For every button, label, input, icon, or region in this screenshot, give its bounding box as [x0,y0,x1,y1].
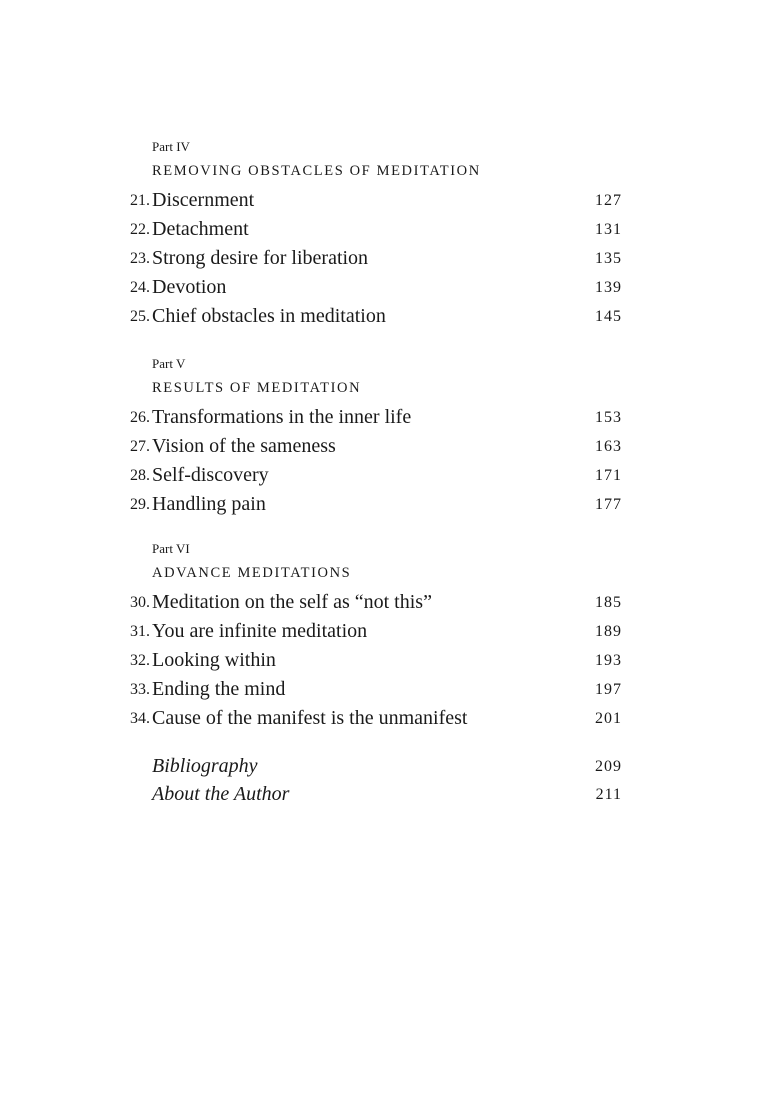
toc-entry[interactable] [0,620,780,649]
part-heading: ADVANCE MEDITATIONS [152,565,352,581]
toc-entry[interactable] [0,678,780,707]
chapter-number: 26. [130,409,150,426]
part-heading: RESULTS OF MEDITATION [152,380,362,396]
page-number: 197 [595,681,622,698]
chapter-title: Handling pain [152,493,266,515]
part-label: Part V [152,356,186,371]
chapter-number: 28. [130,467,150,484]
chapter-number: 34. [130,710,150,727]
toc-entry[interactable] [0,435,780,464]
page-number: 209 [595,758,622,775]
page-number: 153 [595,409,622,426]
chapter-number: 33. [130,681,150,698]
page-number: 201 [595,710,622,727]
toc-entry[interactable] [0,591,780,620]
toc-entry[interactable] [0,247,780,276]
page-number: 127 [595,192,622,209]
chapter-title: Discernment [152,189,255,211]
chapter-number: 23. [130,250,150,267]
page-number: 135 [595,250,622,267]
chapter-title: Meditation on the self as “not this” [152,591,432,613]
page-number: 163 [595,438,622,455]
page-number: 177 [595,496,622,513]
chapter-number: 32. [130,652,150,669]
chapter-title: Detachment [152,218,249,240]
chapter-title: Transformations in the inner life [152,406,412,428]
part-label: Part IV [152,139,190,154]
chapter-title: Strong desire for liberation [152,247,369,269]
toc-entry[interactable] [0,755,780,784]
toc-entry[interactable] [0,464,780,493]
page-number: 185 [595,594,622,611]
toc-entry[interactable] [0,783,780,812]
page-number: 211 [595,786,622,803]
chapter-number: 21. [130,192,150,209]
toc-entry[interactable] [0,189,780,218]
chapter-title: Self-discovery [152,464,269,486]
toc-entry[interactable] [0,305,780,334]
chapter-title: Vision of the sameness [152,435,336,457]
toc-entry[interactable] [0,493,780,522]
chapter-number: 22. [130,221,150,238]
toc-entry[interactable] [0,218,780,247]
page-number: 171 [595,467,622,484]
chapter-title: Cause of the manifest is the unmanifest [152,707,468,729]
chapter-number: 27. [130,438,150,455]
toc-entry[interactable] [0,276,780,305]
chapter-number: 24. [130,279,150,296]
toc-entry[interactable] [0,707,780,736]
toc-entry[interactable] [0,649,780,678]
chapter-number: 29. [130,496,150,513]
page-number: 193 [595,652,622,669]
back-matter-title: About the Author [152,783,290,805]
part-label: Part VI [152,541,190,556]
part-heading: REMOVING OBSTACLES OF MEDITATION [152,163,481,179]
chapter-number: 30. [130,594,150,611]
toc-entry[interactable] [0,406,780,435]
page-number: 189 [595,623,622,640]
chapter-title: Devotion [152,276,227,298]
chapter-title: You are infinite meditation [152,620,368,642]
chapter-number: 31. [130,623,150,640]
chapter-title: Looking within [152,649,276,671]
chapter-title: Chief obstacles in meditation [152,305,386,327]
back-matter-title: Bibliography [152,755,258,777]
chapter-title: Ending the mind [152,678,286,700]
page-number: 131 [595,221,622,238]
chapter-number: 25. [130,308,150,325]
page-number: 139 [595,279,622,296]
page-number: 145 [595,308,622,325]
